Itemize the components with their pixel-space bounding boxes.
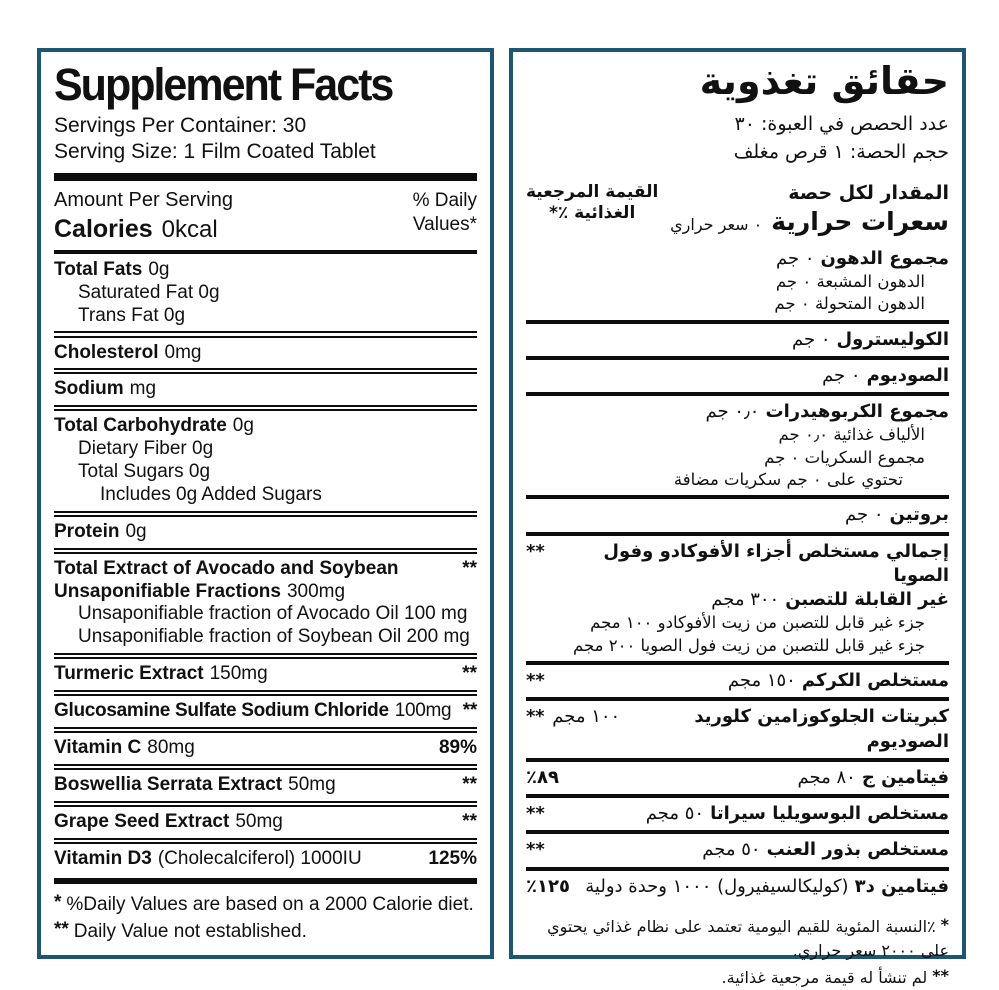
- nutrient-amount: 0g: [148, 258, 170, 280]
- nutrient-subrow: Unsaponifiable fraction of Soybean Oil 200 mg: [78, 626, 470, 648]
- footnote-daily-values: [54, 893, 477, 918]
- daily-values-header: [526, 182, 658, 225]
- nutrient-subrow: Saturated Fat 0g: [78, 281, 220, 303]
- divider: [54, 511, 477, 517]
- calories-label: سعرات حرارية: [771, 206, 949, 236]
- calories-value: ٠ سعر حراري: [670, 214, 763, 234]
- nutrient-amount: 300mg: [286, 580, 346, 602]
- daily-values-line2: Values*: [412, 214, 477, 236]
- supplement-facts-title-arabic: حقائق تغذوية: [699, 59, 949, 103]
- daily-value: **: [462, 663, 477, 685]
- daily-values-header: [413, 189, 477, 237]
- row-turmeric-extract: [526, 666, 949, 696]
- nutrient-name: كبريتات الجلوكوزامين كلوريد الصوديوم: [694, 706, 949, 752]
- calories-row: [54, 215, 233, 244]
- nutrient-subrow: Trans Fat 0g: [78, 304, 186, 326]
- divider: [526, 794, 949, 798]
- divider-thick: [54, 250, 477, 254]
- row-sodium: [526, 361, 949, 391]
- nutrient-name: مجموع الدهون: [820, 247, 949, 269]
- daily-value: **: [462, 557, 477, 579]
- nutrient-name: مستخلص الكركم: [801, 669, 949, 691]
- row-total-fats: [54, 256, 477, 330]
- serving-size-arabic: حجم الحصة: ١ قرص مغلف: [733, 141, 949, 164]
- row-glucosamine: [54, 697, 477, 726]
- footnote-daily-values: [526, 915, 949, 963]
- row-grape-seed: [526, 835, 949, 865]
- nutrient-amount: 50mg: [235, 811, 283, 833]
- row-glucosamine: [526, 702, 949, 757]
- footnote-not-established: [526, 966, 949, 990]
- nutrient-amount: ٠ جم: [822, 364, 861, 386]
- nutrient-name: مستخلص البوسويليا سيراتا: [710, 803, 949, 825]
- serving-size: Serving Size: 1 Film Coated Tablet: [54, 140, 376, 164]
- row-total-carbohydrate: [526, 397, 949, 494]
- daily-values-line1: % Daily: [412, 190, 477, 212]
- row-total-fats: [526, 244, 949, 319]
- nutrient-subsubrow: تحتوي على ٠ جم سكريات مضافة: [673, 469, 903, 489]
- row-boswellia: [54, 771, 477, 800]
- nutrient-name: Grape Seed Extract: [54, 811, 230, 833]
- nutrient-amount: ١٠٠ مجم: [552, 706, 621, 728]
- nutrient-name: Sodium: [54, 378, 124, 400]
- daily-value: ١٢٥٪: [526, 875, 570, 897]
- row-protein: [54, 518, 477, 547]
- nutrient-subrow: جزء غير قابل للتصبن من زيت الأفوكادو ١٠٠ مجم: [590, 613, 925, 633]
- nutrient-subrow: الدهون المشبعة ٠ جم: [775, 271, 925, 291]
- divider: [54, 727, 477, 733]
- divider: [54, 331, 477, 337]
- row-vitamin-d3: [54, 845, 477, 874]
- nutrient-name: Cholesterol: [54, 341, 159, 363]
- row-cholesterol: [526, 325, 949, 355]
- nutrient-subrow: Unsaponifiable fraction of Avocado Oil 100 mg: [78, 603, 468, 625]
- divider: [526, 830, 949, 834]
- nutrient-amount: ٠ جم: [792, 328, 831, 350]
- nutrient-name: Total Fats: [54, 258, 143, 280]
- divider: [526, 356, 949, 360]
- amount-header: [526, 182, 949, 236]
- divider: [54, 405, 477, 411]
- nutrient-amount: ٨٠ مجم: [797, 766, 856, 788]
- amount-per-serving-label: المقدار لكل حصة: [788, 181, 949, 204]
- daily-value: **: [462, 811, 477, 833]
- daily-value: 89%: [438, 737, 477, 759]
- divider: [526, 532, 949, 536]
- row-avocado-soybean-extract: [54, 555, 477, 652]
- row-avocado-soybean-extract: [526, 537, 949, 660]
- nutrient-name: Glucosamine Sulfate Sodium Chloride: [54, 700, 389, 722]
- divider: [526, 495, 949, 499]
- nutrient-name: فيتامين ج: [861, 766, 949, 788]
- nutrient-subrow: Total Sugars 0g: [78, 461, 211, 483]
- nutrient-amount: (كوليكالسيفيرول) ١٠٠٠ وحدة دولية: [585, 875, 849, 897]
- nutrient-amount: 150mg: [209, 663, 268, 685]
- footnote-text: Daily Value not established.: [73, 921, 307, 943]
- divider: [526, 697, 949, 701]
- nutrient-amount: ٣٠٠ مجم: [711, 589, 780, 611]
- nutrient-amount: 100mg: [394, 700, 452, 722]
- nutrient-name: Vitamin D3: [54, 847, 152, 869]
- daily-value: **: [526, 803, 545, 825]
- nutrient-name: Total Carbohydrate: [54, 415, 227, 437]
- calories-label: Calories: [54, 215, 153, 244]
- divider: [54, 764, 477, 770]
- daily-value: **: [526, 669, 545, 691]
- nutrient-amount: ٠ جم: [845, 504, 884, 526]
- daily-value: **: [526, 706, 545, 728]
- divider: [526, 758, 949, 762]
- divider: [526, 867, 949, 871]
- nutrient-amount: 80mg: [147, 737, 195, 759]
- row-total-carbohydrate: [54, 412, 477, 509]
- row-boswellia: [526, 799, 949, 829]
- footnote-not-established: [54, 920, 477, 945]
- daily-value: **: [526, 839, 545, 861]
- nutrient-subrow: Dietary Fiber 0g: [78, 438, 214, 460]
- calories-row: [670, 207, 949, 236]
- double-asterisk-mark: **: [932, 966, 949, 985]
- nutrient-name: مجموع الكربوهيدرات: [765, 401, 949, 423]
- asterisk-mark: *: [54, 891, 62, 913]
- nutrient-amount: ٠ جم: [776, 247, 815, 269]
- nutrient-subsubrow: Includes 0g Added Sugars: [100, 483, 322, 505]
- row-grape-seed: [54, 808, 477, 837]
- nutrient-name: بروتين: [889, 504, 949, 526]
- daily-value: 125%: [428, 847, 477, 869]
- nutrient-amount: 0mg: [164, 341, 202, 363]
- row-protein: [526, 500, 949, 530]
- header-divider-bar: [54, 173, 477, 182]
- footnote-text: %Daily Values are based on a 2000 Calorie diet.: [66, 893, 474, 915]
- nutrient-amount: ٠٫٠ جم: [705, 401, 760, 423]
- daily-value: ٨٩٪: [526, 766, 559, 788]
- supplement-facts-panel-english: [37, 48, 494, 959]
- divider: [526, 392, 949, 396]
- footnote-divider-bar: [54, 878, 477, 884]
- double-asterisk-mark: **: [54, 919, 69, 941]
- nutrient-name: غير القابلة للتصبن: [785, 589, 949, 611]
- nutrient-name: الصوديوم: [866, 364, 949, 386]
- nutrient-subrow: الدهون المتحولة ٠ جم: [774, 294, 925, 314]
- row-cholesterol: [54, 339, 477, 368]
- amount-per-serving-label: Amount Per Serving: [54, 189, 233, 212]
- nutrient-name: Unsaponifiable Fractions: [54, 580, 281, 602]
- divider: [54, 801, 477, 807]
- divider: [526, 661, 949, 665]
- amount-header: [54, 189, 477, 244]
- divider: [54, 838, 477, 844]
- footnote-text: ٪النسبة المئوية للقيم اليومية تعتمد على نظام غذائي يحتوي على ٢٠٠٠ سعر حراري.: [547, 917, 949, 960]
- nutrient-subrow: الألياف غذائية ٠٫٠ جم: [778, 425, 925, 445]
- nutrient-name: مستخلص بذور العنب: [766, 839, 949, 861]
- row-vitamin-c: [526, 763, 949, 793]
- supplement-facts-panel-arabic: [509, 48, 966, 987]
- nutrient-amount: 50mg: [288, 774, 336, 796]
- nutrient-name: Boswellia Serrata Extract: [54, 774, 283, 796]
- daily-value: **: [462, 700, 477, 722]
- row-vitamin-d3: [526, 872, 949, 902]
- nutrient-name: Protein: [54, 520, 120, 542]
- nutrient-name: Total Extract of Avocado and Soybean: [54, 557, 399, 579]
- divider: [54, 368, 477, 374]
- nutrient-amount: mg: [129, 378, 157, 400]
- nutrient-name: الكوليسترول: [836, 328, 949, 350]
- calories-value: 0kcal: [161, 216, 218, 244]
- nutrient-amount: 0g: [125, 520, 147, 542]
- nutrient-subrow: جزء غير قابل للتصبن من زيت فول الصويا ٢٠٠ مجم: [573, 635, 925, 655]
- nutrient-name: Turmeric Extract: [54, 663, 204, 685]
- nutrient-amount: 0g: [232, 415, 254, 437]
- row-vitamin-c: [54, 734, 477, 763]
- servings-per-container-arabic: عدد الحصص في العبوة: ٣٠: [734, 112, 949, 135]
- nutrient-name: فيتامين د٣: [854, 875, 949, 897]
- nutrient-name: Vitamin C: [54, 737, 142, 759]
- divider: [526, 320, 949, 324]
- servings-per-container: Servings Per Container: 30: [54, 113, 307, 137]
- divider: [54, 548, 477, 554]
- divider: [54, 653, 477, 659]
- footnote-text: لم تنشأ له قيمة مرجعية غذائية.: [721, 968, 928, 987]
- row-turmeric-extract: [54, 660, 477, 689]
- divider: [54, 690, 477, 696]
- daily-value: **: [462, 774, 477, 796]
- nutrient-amount: (Cholecalciferol) 1000IU: [157, 847, 362, 869]
- daily-values-line1: القيمة المرجعية: [526, 181, 659, 202]
- asterisk-mark: *: [940, 915, 949, 934]
- nutrient-amount: ٥٠ مجم: [702, 839, 761, 861]
- row-sodium: [54, 375, 477, 404]
- nutrient-amount: ٥٠ مجم: [645, 803, 705, 825]
- nutrient-subrow: مجموع السكريات ٠ جم: [764, 447, 925, 467]
- nutrient-amount: ١٥٠ مجم: [727, 669, 796, 691]
- supplement-facts-title: Supplement Facts: [54, 59, 393, 111]
- daily-values-line2: الغذائية ٪*: [549, 202, 636, 223]
- nutrient-name: إجمالي مستخلص أجزاء الأفوكادو وفول الصويا: [603, 540, 949, 586]
- daily-value: **: [526, 540, 545, 562]
